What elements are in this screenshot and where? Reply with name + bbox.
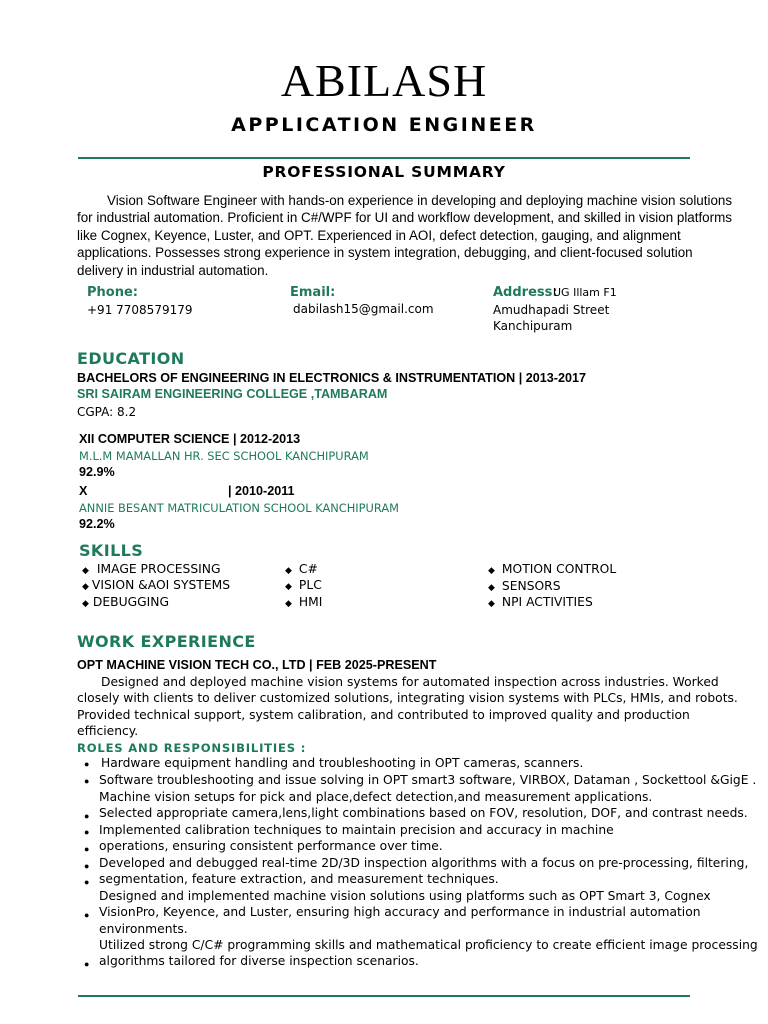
- x-school: ANNIE BESANT MATRICULATION SCHOOL KANCHIPURAM: [79, 501, 399, 515]
- skill-item: ◆ PLC: [285, 578, 322, 592]
- resp-line: Selected appropriate camera,lens,light combinations based on FOV, resolution, DOF, and contrast needs.: [99, 806, 748, 820]
- address-line-3: Kanchipuram: [493, 319, 573, 333]
- skill-item: ◆ MOTION CONTROL: [488, 562, 617, 576]
- x-years: | 2010-2011: [228, 484, 295, 498]
- summary-heading: PROFESSIONAL SUMMARY: [262, 163, 506, 181]
- skill-item: ◆ DEBUGGING: [82, 595, 170, 609]
- resp-line: Software troubleshooting and issue solving in OPT smart3 software, VIRBOX, Dataman , Sockettool &GigE .: [99, 773, 757, 787]
- address-line-1: UG Illam F1: [553, 286, 617, 299]
- college-name: SRI SAIRAM ENGINEERING COLLEGE ,TAMBARAM: [77, 387, 388, 401]
- diamond-bullet-icon: ◆: [82, 566, 89, 576]
- degree-line: BACHELORS OF ENGINEERING IN ELECTRONICS & INSTRUMENTATION | 2013-2017: [77, 371, 586, 385]
- bullet-icon: ●: [84, 844, 90, 854]
- education-heading: EDUCATION: [77, 349, 185, 368]
- resp-line: Designed and implemented machine vision solutions using platforms such as OPT Smart 3, Cognex: [99, 889, 711, 903]
- skill-item: ◆ VISION &AOI SYSTEMS: [82, 578, 230, 592]
- work-description: Designed and deployed machine vision systems for automated inspection across industries. Worked closely with clients to deliver customized solutions, integrating vision systems with PLCs, HMIs, and robots. Provided technical support, system calibration, and contributed to improved quality and production efficiency.: [77, 675, 738, 739]
- diamond-bullet-icon: ◆: [488, 583, 495, 593]
- skills-heading: SKILLS: [79, 541, 144, 560]
- xii-school: M.L.M MAMALLAN HR. SEC SCHOOL KANCHIPURAM: [79, 449, 369, 463]
- roles-heading: ROLES AND RESPONSIBILITIES :: [77, 741, 307, 755]
- x-score: 92.2%: [79, 517, 115, 531]
- summary-text: Vision Software Engineer with hands-on experience in developing and deploying machine vision solutions for industrial automation. Proficient in C#/WPF for UI and workflow development, and skilled in vision platforms like Cognex, Keyence, Luster, and OPT. Experienced in AOI, defect detection, gauging, and alignment applications. Possesses strong experience in system integration, debugging, and client-focused solution delivery in industrial automation.: [77, 193, 733, 278]
- diamond-bullet-icon: ◆: [285, 599, 292, 609]
- bullet-icon: ●: [84, 827, 90, 837]
- diamond-bullet-icon: ◆: [488, 599, 495, 609]
- top-divider: [78, 157, 690, 159]
- bottom-divider: [78, 995, 690, 997]
- address-label: Address:: [493, 285, 558, 300]
- resp-line: algorithms tailored for diverse inspection scenarios.: [99, 954, 419, 968]
- skill-item: ◆ IMAGE PROCESSING: [82, 562, 221, 576]
- bullet-icon: ●: [84, 910, 90, 920]
- email-value: dabilash15@gmail.com: [293, 302, 434, 316]
- resp-line: segmentation, feature extraction, and measurement techniques.: [99, 872, 499, 886]
- resp-line: Implemented calibration techniques to maintain precision and accuracy in machine: [99, 823, 614, 837]
- diamond-bullet-icon: ◆: [285, 582, 292, 592]
- address-line-2: Amudhapadi Street: [493, 303, 610, 317]
- resp-line: Utilized strong C/C# programming skills and mathematical proficiency to create efficient image processing: [99, 938, 758, 952]
- resp-line: Developed and debugged real-time 2D/3D inspection algorithms with a focus on pre-processing, filtering,: [99, 856, 749, 870]
- resp-line: VisionPro, Keyence, and Luster, ensuring high accuracy and performance in industrial automation: [99, 905, 701, 919]
- cgpa: CGPA: 8.2: [77, 405, 137, 419]
- resp-line: environments.: [99, 922, 188, 936]
- bullet-icon: ●: [84, 959, 90, 969]
- resp-line: Machine vision setups for pick and place,defect detection,and measurement applications.: [99, 790, 653, 804]
- job-title: APPLICATION ENGINEER: [231, 114, 537, 136]
- xii-line: XII COMPUTER SCIENCE | 2012-2013: [79, 432, 301, 446]
- resp-line: Hardware equipment handling and troubleshooting in OPT cameras, scanners.: [101, 756, 584, 770]
- diamond-bullet-icon: ◆: [285, 566, 292, 576]
- skill-item: ◆ C#: [285, 562, 318, 576]
- diamond-bullet-icon: ◆: [82, 599, 89, 609]
- resp-line: operations, ensuring consistent performance over time.: [99, 839, 443, 853]
- bullet-icon: ●: [84, 811, 90, 821]
- company-line: OPT MACHINE VISION TECH CO., LTD | FEB 2025-PRESENT: [77, 658, 437, 672]
- bullet-icon: ●: [84, 861, 90, 871]
- phone-value: +91 7708579179: [87, 303, 193, 317]
- xii-score: 92.9%: [79, 465, 115, 479]
- bullet-icon: ●: [84, 759, 90, 769]
- work-heading: WORK EXPERIENCE: [77, 632, 256, 651]
- diamond-bullet-icon: ◆: [82, 582, 89, 592]
- skill-item: ◆ SENSORS: [488, 579, 561, 593]
- diamond-bullet-icon: ◆: [488, 566, 495, 576]
- skill-item: ◆ NPI ACTIVITIES: [488, 595, 593, 609]
- phone-label: Phone:: [87, 285, 138, 300]
- candidate-name: ABILASH: [280, 55, 488, 106]
- skill-item: ◆ HMI: [285, 595, 323, 609]
- x-label: X: [79, 484, 88, 498]
- bullet-icon: ●: [84, 877, 90, 887]
- bullet-icon: ●: [84, 776, 90, 786]
- email-label: Email:: [290, 285, 336, 300]
